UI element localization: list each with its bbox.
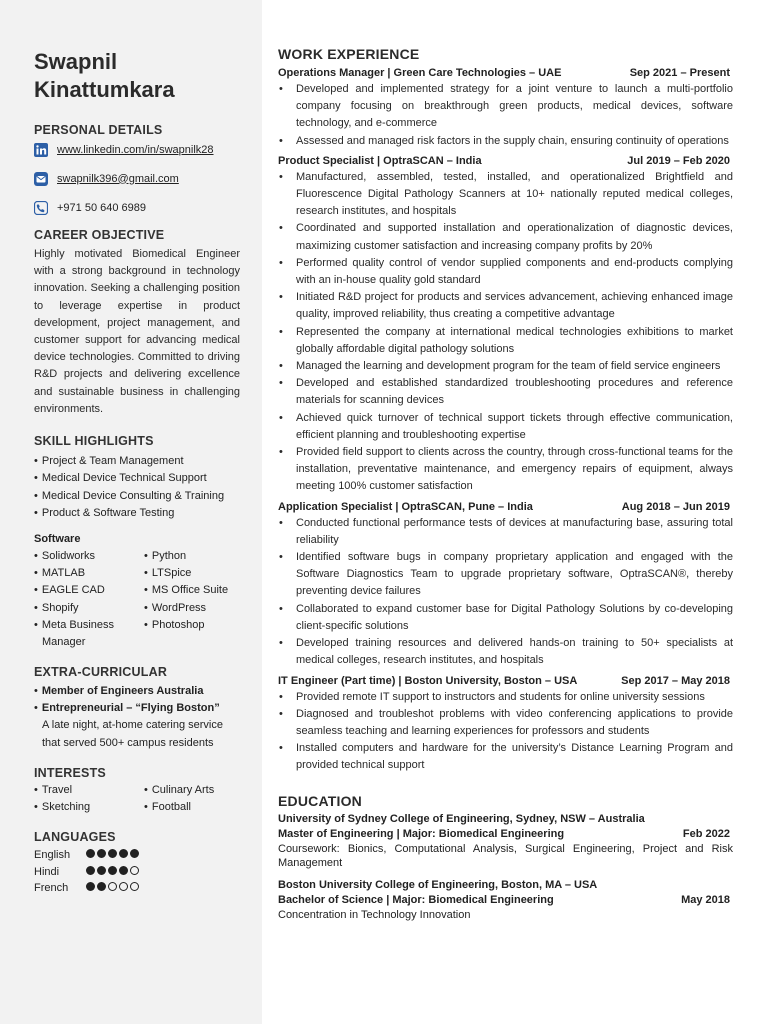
language-row bbox=[34, 847, 240, 864]
job-title: Product Specialist | OptraSCAN – India bbox=[278, 154, 482, 167]
interest-item: • Sketching bbox=[34, 799, 144, 816]
job-date: Sep 2017 – May 2018 bbox=[621, 674, 730, 687]
job-entry bbox=[278, 500, 733, 670]
job-header bbox=[278, 66, 733, 81]
education-note: Concentration in Technology Innovation bbox=[278, 908, 471, 921]
name-first: Swapnil bbox=[34, 49, 118, 74]
language-name: English bbox=[34, 849, 71, 862]
personal-details-heading: PERSONAL DETAILS bbox=[34, 123, 163, 137]
extra-curricular-heading: EXTRA-CURRICULAR bbox=[34, 664, 168, 679]
level-dot-filled bbox=[86, 866, 95, 875]
education-note: Coursework: Bionics, Computational Analysis, Surgical Engineering, Project and Risk Management bbox=[278, 842, 733, 870]
job-bullet: • Collaborated to expand customer base for Digital Pathology Solutions by co-developing client-specific solutions bbox=[278, 601, 733, 635]
skill-highlights-heading: SKILL HIGHLIGHTS bbox=[34, 434, 154, 449]
job-header bbox=[278, 500, 733, 515]
phone-number: +971 50 640 6989 bbox=[57, 201, 147, 214]
software-item: • LTSpice bbox=[144, 565, 244, 582]
job-date: Jul 2019 – Feb 2020 bbox=[627, 154, 730, 167]
level-dot-filled bbox=[108, 866, 117, 875]
job-title: Application Specialist | OptraSCAN, Pune – India bbox=[278, 500, 533, 513]
email-row bbox=[34, 170, 240, 187]
software-list bbox=[34, 548, 240, 651]
education-entry bbox=[278, 878, 733, 923]
job-bullets bbox=[278, 515, 733, 670]
language-name: Hindi bbox=[34, 865, 60, 878]
job-bullet: • Performed quality control of vendor supplied components and end-products complying with an in-house quality gold standard bbox=[278, 255, 733, 289]
job-bullet: • Conducted functional performance tests of devices at manufacturing base, assuring total reliability bbox=[278, 515, 733, 549]
linkedin-link[interactable]: www.linkedin.com/in/swapnilk28 bbox=[57, 143, 214, 156]
career-objective-text: Highly motivated Biomedical Engineer with a strong background in technology innovation. Seeking a challenging position to leverage expertise in product development, project management, and customer support for advancing medical device technologies. Committed to driving R&D projects and delivering excellence and sustainable business in challenging environments. bbox=[34, 248, 240, 415]
level-dot-filled bbox=[119, 866, 128, 875]
software-item-continuation: Manager bbox=[42, 635, 86, 648]
skill-item: • Medical Device Consulting & Training bbox=[34, 488, 240, 505]
job-entry bbox=[278, 154, 733, 496]
interest-item: • Culinary Arts bbox=[144, 782, 244, 799]
education-heading: EDUCATION bbox=[278, 792, 362, 809]
level-dot-filled bbox=[97, 849, 106, 858]
job-list bbox=[278, 66, 733, 775]
level-dot-filled bbox=[108, 849, 117, 858]
education-degree: Bachelor of Science | Major: Biomedical Engineering bbox=[278, 893, 554, 906]
job-bullet: • Installed computers and hardware for the university’s Distance Learning Program and provided technical support bbox=[278, 740, 733, 774]
education-date: Feb 2022 bbox=[682, 827, 730, 840]
interest-item: • Football bbox=[144, 799, 244, 816]
level-dot-filled bbox=[97, 866, 106, 875]
education-degree-row bbox=[278, 893, 733, 908]
job-bullet: • Assessed and managed risk factors in the supply chain, ensuring continuity of operations bbox=[278, 133, 733, 150]
skill-list bbox=[34, 453, 240, 522]
extra-item: • Member of Engineers Australia bbox=[34, 683, 240, 700]
phone-icon bbox=[34, 201, 48, 215]
sidebar bbox=[0, 0, 262, 1024]
career-objective-heading: CAREER OBJECTIVE bbox=[34, 228, 165, 242]
language-level bbox=[86, 849, 141, 861]
job-bullet: • Provided field support to clients across the country, through cross-functional teams for the installation, preventative maintenance, and emergency repairs of equipment, always meeting 100% customer satisfaction bbox=[278, 444, 733, 496]
main-content bbox=[278, 46, 733, 929]
name-last: Kinattumkara bbox=[34, 77, 175, 102]
language-level bbox=[86, 882, 141, 894]
software-item: • MATLAB bbox=[34, 565, 144, 582]
language-level bbox=[86, 866, 141, 878]
job-bullet: • Initiated R&D project for products and services advancement, achieving enhanced image quality, improved reliability, thus creating a competitive advantage bbox=[278, 289, 733, 323]
level-dot-filled bbox=[130, 849, 139, 858]
job-bullet: • Developed and implemented strategy for a joint venture to launch a multi-portfolio company focusing on breakthrough green products, medical devices, software technology, and e-commerce bbox=[278, 81, 733, 133]
extra-item-desc: that served 500+ campus residents bbox=[42, 736, 214, 749]
job-bullet: • Identified software bugs in company proprietary application and engaged with the Software Diagnostics Team to upgrade proprietary software, OptraSCAN®, thereby preventing device failures bbox=[278, 549, 733, 601]
software-item: • Solidworks bbox=[34, 548, 144, 565]
education-degree: Master of Engineering | Major: Biomedical Engineering bbox=[278, 827, 565, 840]
linkedin-icon bbox=[34, 143, 48, 157]
software-item: • Meta Business bbox=[34, 617, 144, 634]
education-school: University of Sydney College of Engineering, Sydney, NSW – Australia bbox=[278, 812, 645, 825]
skill-item: • Product & Software Testing bbox=[34, 505, 240, 522]
job-bullet: • Represented the company at international medical technologies exhibitions to market globally affordable digital pathology solutions bbox=[278, 324, 733, 358]
phone-row bbox=[34, 199, 240, 216]
job-bullet: • Managed the learning and development program for the team of field service engineers bbox=[278, 358, 733, 375]
interests-heading: INTERESTS bbox=[34, 765, 106, 780]
software-item: • Shopify bbox=[34, 600, 144, 617]
software-heading: Software bbox=[34, 533, 81, 546]
job-bullets bbox=[278, 689, 733, 775]
extra-item: • Entrepreneurial – “Flying Boston” bbox=[34, 700, 240, 717]
language-row bbox=[34, 880, 240, 897]
work-experience-heading: WORK EXPERIENCE bbox=[278, 46, 420, 62]
interest-item: • Travel bbox=[34, 782, 144, 799]
job-date: Sep 2021 – Present bbox=[629, 67, 730, 79]
job-bullet: • Developed training resources and delivered hands-on training to 50+ specialists at medical colleges, research institutes, and hospitals bbox=[278, 635, 733, 669]
skill-item: • Medical Device Technical Support bbox=[34, 470, 240, 487]
language-name: French bbox=[34, 882, 69, 895]
job-date: Aug 2018 – Jun 2019 bbox=[621, 500, 730, 513]
level-dot-filled bbox=[86, 849, 95, 858]
education-school: Boston University College of Engineering, Boston, MA – USA bbox=[278, 878, 598, 891]
email-icon bbox=[34, 172, 48, 186]
job-bullet: • Manufactured, assembled, tested, installed, and operationalized Brightfield and Fluorescence Digital Pathology Scanners at 10+ nationally reputed medical colleges, research institutes, and hospitals bbox=[278, 169, 733, 221]
level-dot-filled bbox=[86, 882, 95, 891]
languages-list bbox=[34, 847, 240, 897]
level-dot-filled bbox=[119, 849, 128, 858]
level-dot-filled bbox=[97, 882, 106, 891]
education-list bbox=[278, 812, 733, 923]
education-degree-row bbox=[278, 827, 733, 842]
job-bullet: • Achieved quick turnover of technical support tickets through effective communication, efficient planning and troubleshooting expertise bbox=[278, 410, 733, 444]
interests-list bbox=[34, 782, 240, 816]
job-bullets bbox=[278, 169, 733, 496]
job-entry bbox=[278, 66, 733, 150]
software-item: • EAGLE CAD bbox=[34, 582, 144, 599]
software-item: • Photoshop bbox=[144, 617, 244, 634]
job-header bbox=[278, 674, 733, 689]
level-dot-empty bbox=[130, 866, 139, 875]
software-item: • Python bbox=[144, 548, 244, 565]
email-link[interactable]: swapnilk396@gmail.com bbox=[57, 172, 179, 185]
software-item: • MS Office Suite bbox=[144, 582, 244, 599]
software-item: • WordPress bbox=[144, 600, 244, 617]
language-row bbox=[34, 864, 240, 881]
job-bullet: • Coordinated and supported installation and operationalization of diagnostic devices, maximizing customer satisfaction and increasing company profits by 20% bbox=[278, 220, 733, 254]
skill-item: • Project & Team Management bbox=[34, 453, 240, 470]
job-bullet: • Developed and established standardized troubleshooting procedures and reference materials for scanning devices bbox=[278, 375, 733, 409]
job-title: IT Engineer (Part time) | Boston University, Boston – USA bbox=[278, 674, 578, 687]
level-dot-empty bbox=[130, 882, 139, 891]
languages-heading: LANGUAGES bbox=[34, 830, 116, 845]
linkedin-row bbox=[34, 141, 240, 158]
education-date: May 2018 bbox=[681, 893, 730, 906]
extra-item-desc: A late night, at-home catering service bbox=[42, 719, 223, 732]
job-bullets bbox=[278, 81, 733, 150]
level-dot-empty bbox=[119, 882, 128, 891]
job-header bbox=[278, 154, 733, 169]
job-entry bbox=[278, 674, 733, 775]
job-bullet: • Provided remote IT support to instructors and students for online university sessions bbox=[278, 689, 733, 706]
education-entry bbox=[278, 812, 733, 871]
job-title: Operations Manager | Green Care Technologies – UAE bbox=[278, 67, 562, 79]
level-dot-empty bbox=[108, 882, 117, 891]
job-bullet: • Diagnosed and troubleshot problems with video conferencing applications to provide seamless teaching and learning experiences for professors and students bbox=[278, 706, 733, 740]
